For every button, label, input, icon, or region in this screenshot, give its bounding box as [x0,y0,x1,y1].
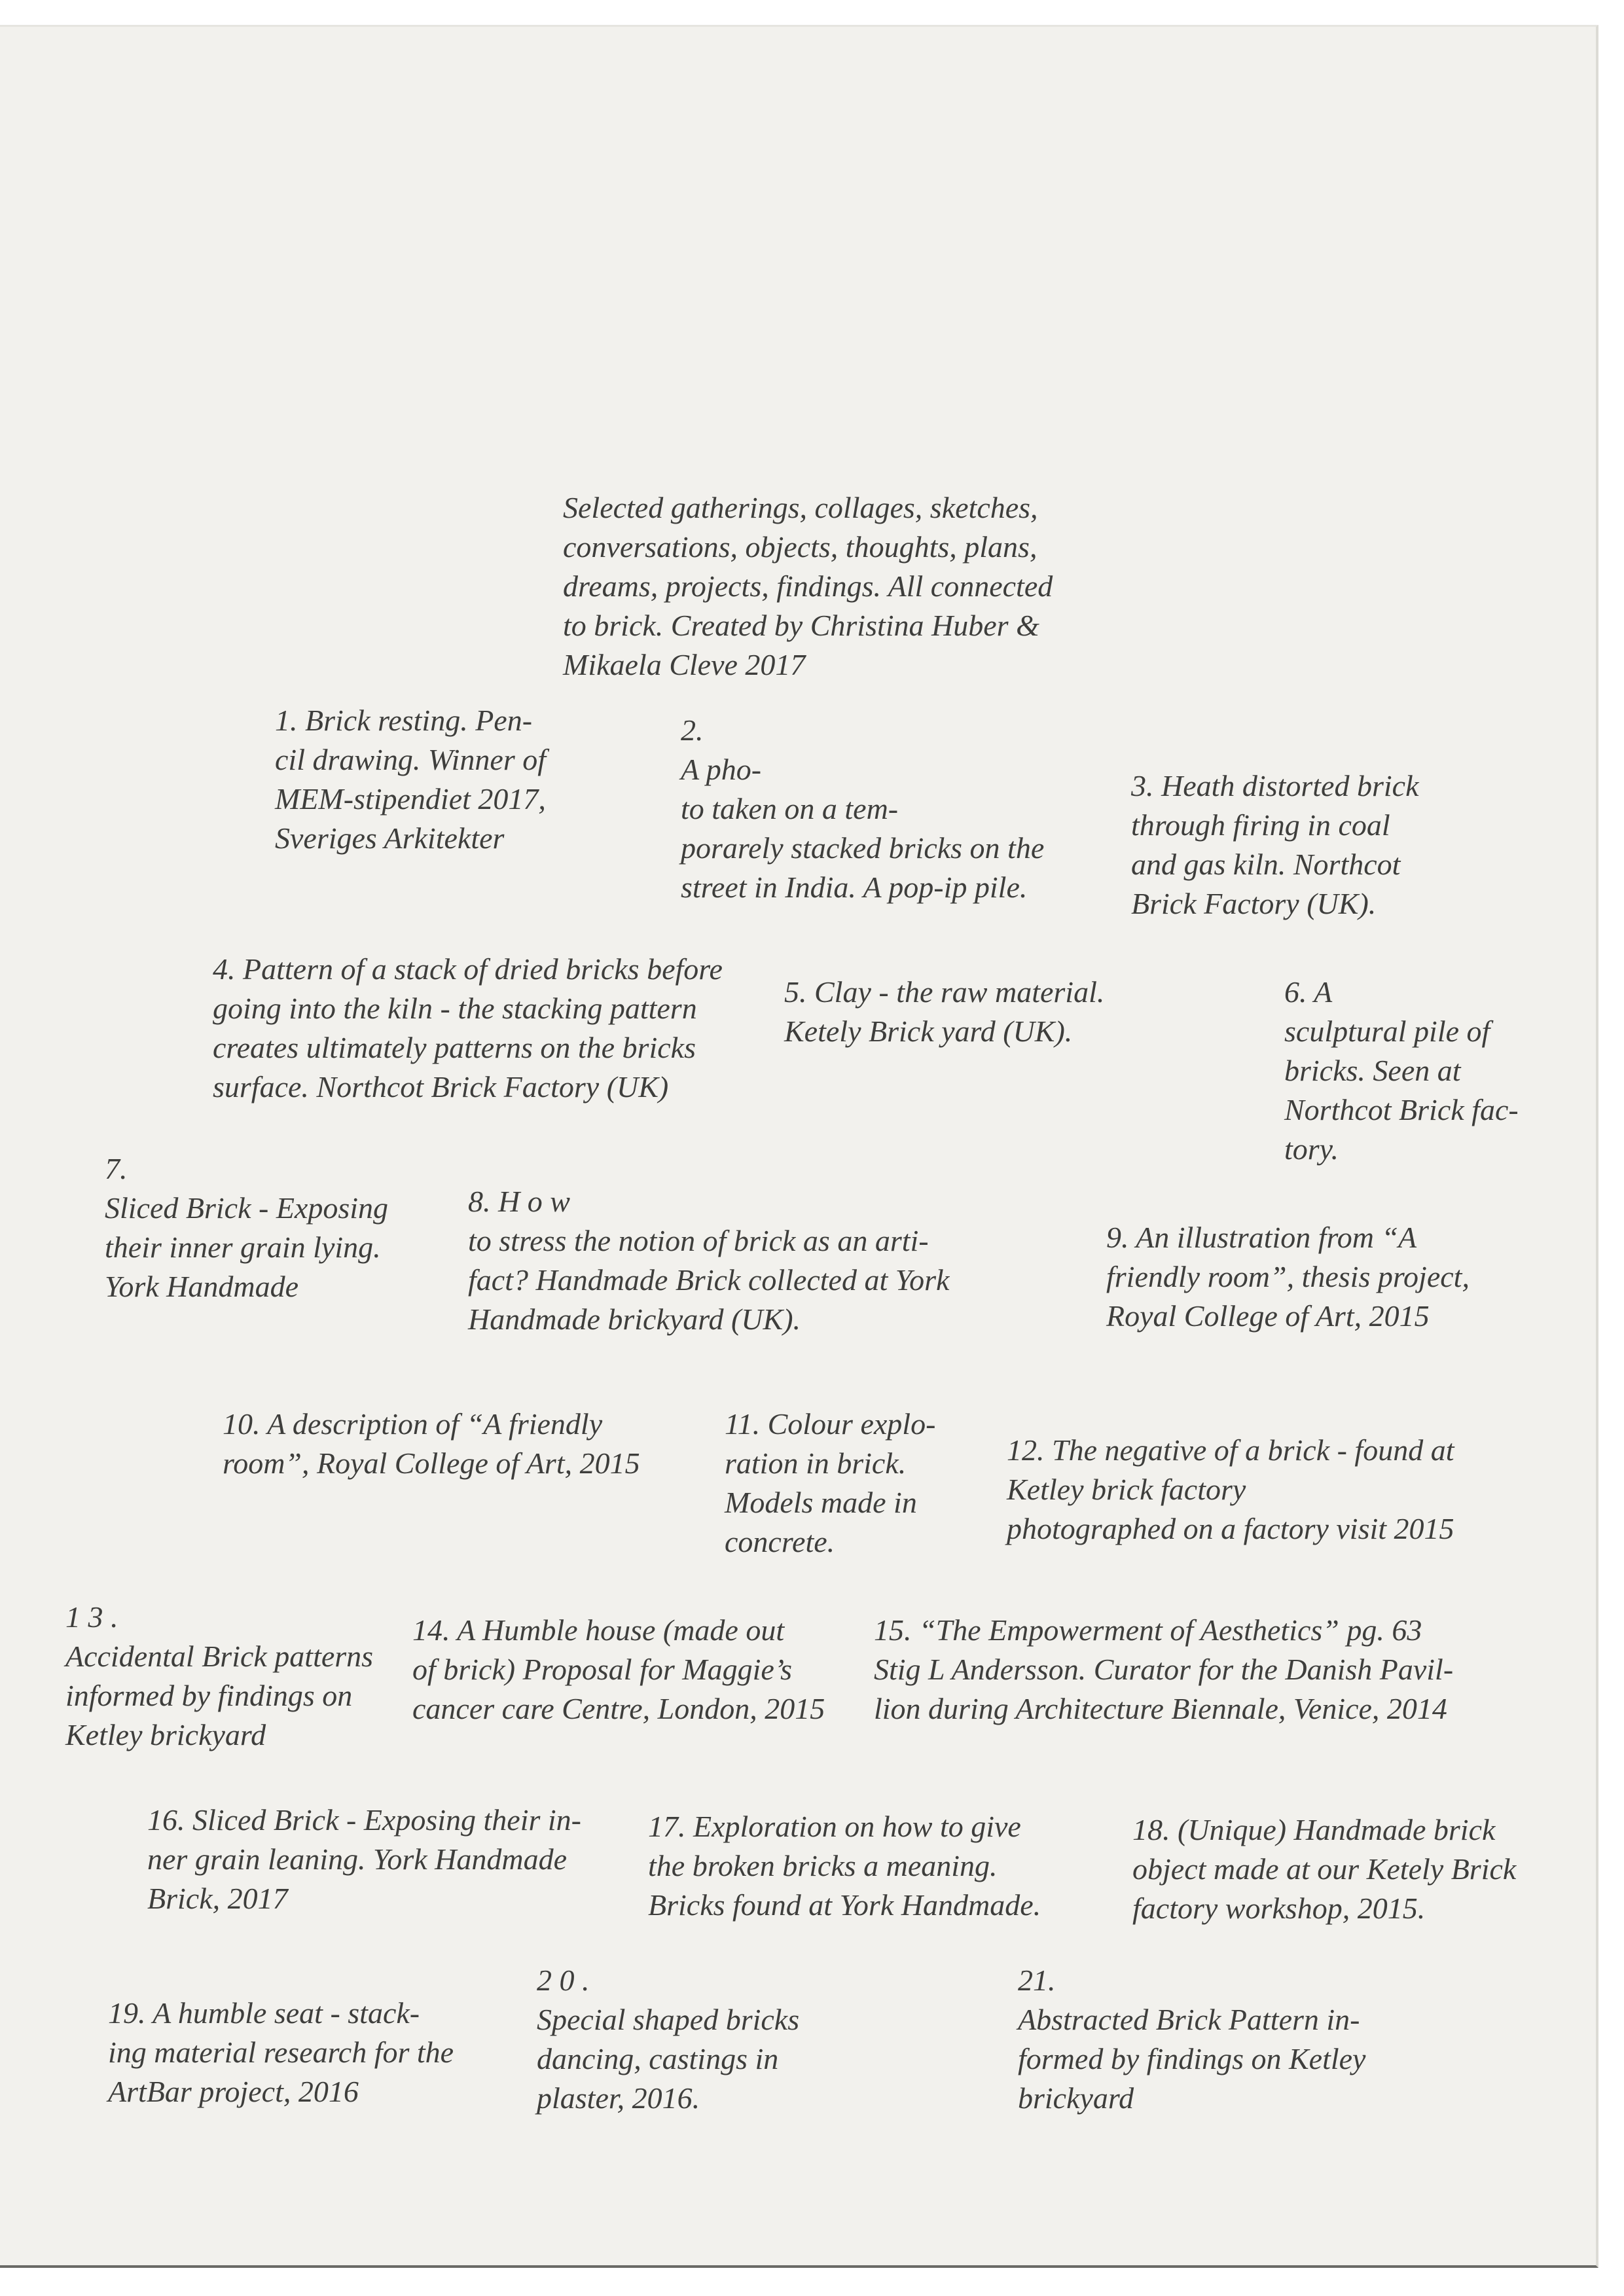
intro-paragraph: Selected gatherings, collages, sketches, conversations, objects, thoughts, plans, dreams, projects, findings. All connected to brick. Created by Christina Huber & Mikaela Cleve 2017 [563,491,1053,681]
caption-17: 17. Exploration on how to give the broken bricks a meaning. Bricks found at York Handmade. [648,1810,1041,1922]
caption-13: 1 3 . Accidental Brick patterns informed by findings on Ketley brickyard [65,1600,374,1751]
caption-16: 16. Sliced Brick - Exposing their in- ner grain leaning. York Handmade Brick, 2017 [147,1803,582,1915]
caption-8: 8. H o w to stress the notion of brick as an arti- fact? Handmade Brick collected at York Handmade brickyard (UK). [468,1185,950,1336]
caption-7: 7. Sliced Brick - Exposing their inner grain lying. York Handmade [105,1152,389,1303]
caption-14: 14. A Humble house (made out of brick) Proposal for Maggie’s cancer care Centre, London, 2015 [412,1613,825,1725]
caption-1: 1. Brick resting. Pen- cil drawing. Winner of MEM-stipendiet 2017, Sveriges Arkitekter [275,704,546,855]
caption-12: 12. The negative of a brick - found at Ketley brick factory photographed on a factory visit 2015 [1007,1433,1454,1545]
caption-20: 2 0 . Special shaped bricks dancing, castings in plaster, 2016. [537,1964,800,2115]
caption-19: 19. A humble seat - stack- ing material research for the ArtBar project, 2016 [108,1996,454,2108]
caption-9: 9. An illustration from “A friendly room”, thesis project, Royal College of Art, 2015 [1106,1221,1470,1333]
caption-15: 15. “The Empowerment of Aesthetics” pg. 63 Stig L Andersson. Curator for the Danish Pavil- lion during Architecture Biennale, Venice, 2014 [874,1613,1454,1725]
caption-6: 6. A sculptural pile of bricks. Seen at Northcot Brick fac- tory. [1284,975,1519,1166]
caption-4: 4. Pattern of a stack of dried bricks before going into the kiln - the stacking pattern creates ultimately patterns on the bricks surface. Northcot Brick Factory (UK) [213,952,723,1103]
page [0,25,1598,2268]
caption-2: 2. A pho- to taken on a tem- porarely stacked bricks on the street in India. A pop-ip pile. [681,713,1045,904]
caption-5: 5. Clay - the raw material. Ketely Brick yard (UK). [784,975,1105,1048]
caption-3: 3. Heath distorted brick through firing in coal and gas kiln. Northcot Brick Factory (UK). [1131,769,1419,920]
caption-21: 21. Abstracted Brick Pattern in- formed by findings on Ketley brickyard [1018,1964,1366,2115]
caption-11: 11. Colour explo- ration in brick. Models made in concrete. [725,1407,936,1558]
caption-10: 10. A description of “A friendly room”, Royal College of Art, 2015 [223,1407,640,1480]
caption-18: 18. (Unique) Handmade brick object made at our Ketely Brick factory workshop, 2015. [1132,1813,1517,1925]
